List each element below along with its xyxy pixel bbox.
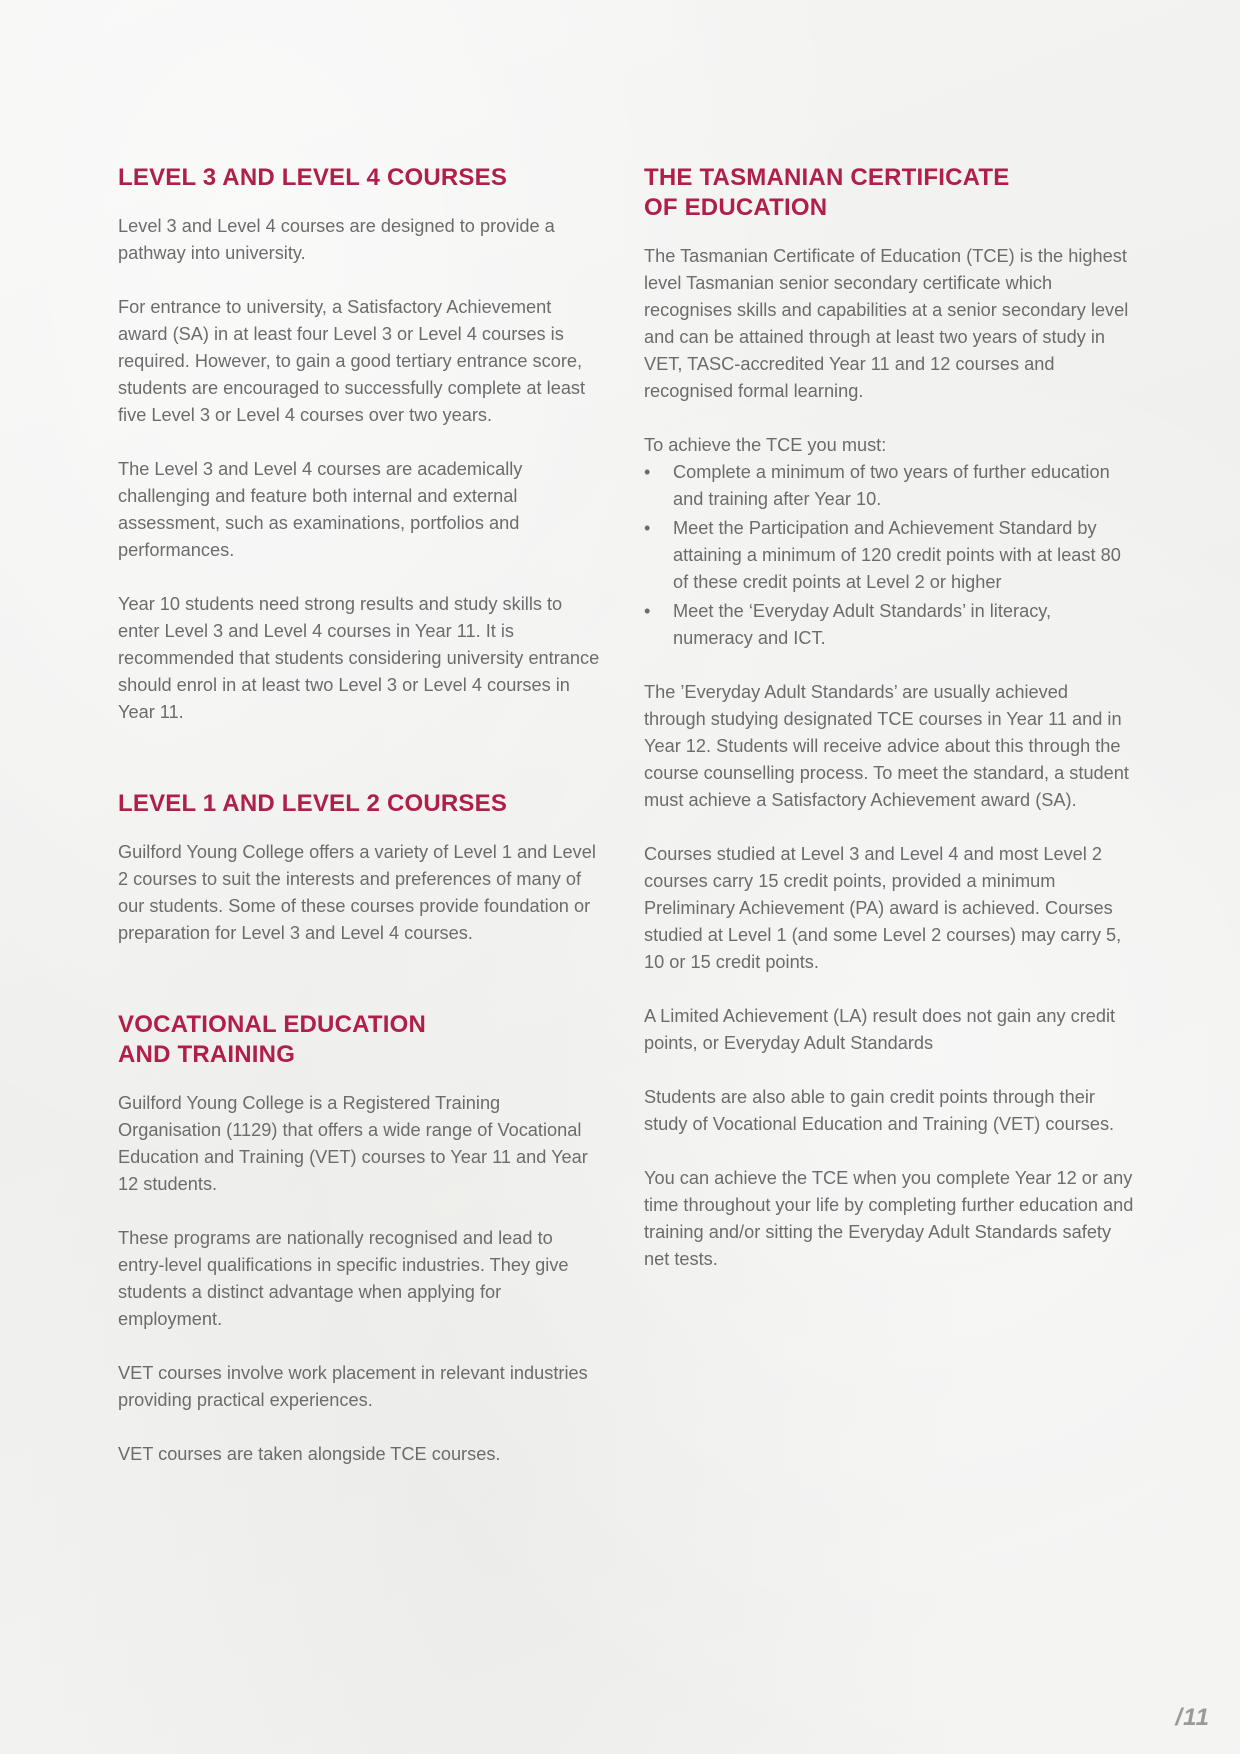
paragraph: Courses studied at Level 3 and Level 4 and most Level 2 courses carry 15 credit points, provided a minimum Preliminary Achievement (PA) award is achieved. Courses studied at Level 1 (and some Level 2 courses) may carry 5, 10 or 15 credit points. bbox=[644, 844, 1122, 972]
list-item-text: Meet the ‘Everyday Adult Standards’ in literacy, numeracy and ICT. bbox=[673, 601, 1052, 648]
list-item bbox=[644, 459, 1134, 513]
heading-level-3-4-courses: LEVEL 3 AND LEVEL 4 COURSES bbox=[118, 164, 508, 191]
requirements-lead-in: To achieve the TCE you must: bbox=[644, 435, 887, 455]
heading-level-1-2-courses: LEVEL 1 AND LEVEL 2 COURSES bbox=[118, 790, 508, 817]
paragraph: The Tasmanian Certificate of Education (TCE) is the highest level Tasmanian senior secondary certificate which recognises skills and capabilities at a senior secondary level and can be attained through at least two years of study in VET, TASC-accredited Year 11 and 12 courses and recognised formal learning. bbox=[644, 246, 1129, 401]
section-level-3-4-courses bbox=[118, 163, 602, 726]
paragraph: VET courses are taken alongside TCE courses. bbox=[118, 1444, 501, 1464]
paragraph: You can achieve the TCE when you complete Year 12 or any time throughout your life by completing further education and training and/or sitting the Everyday Adult Standards safety net tests. bbox=[644, 1168, 1134, 1269]
list-item bbox=[644, 515, 1134, 596]
paragraph: VET courses involve work placement in relevant industries providing practical experiences. bbox=[118, 1363, 588, 1410]
section-level-1-2-courses bbox=[118, 789, 602, 947]
bullet-icon: • bbox=[644, 601, 651, 621]
paragraph: Level 3 and Level 4 courses are designed to provide a pathway into university. bbox=[118, 216, 555, 263]
paragraph: Guilford Young College is a Registered Training Organisation (1129) that offers a wide range of Vocational Education and Training (VET) courses to Year 11 and Year 12 students. bbox=[118, 1093, 588, 1194]
section-spacer bbox=[118, 753, 602, 789]
left-column bbox=[118, 163, 602, 1495]
paragraph: The Level 3 and Level 4 courses are academically challenging and feature both internal and external assessment, such as examinations, portfolios and performances. bbox=[118, 459, 523, 560]
paragraph: These programs are nationally recognised and lead to entry-level qualifications in specific industries. They give students a distinct advantage when applying for employment. bbox=[118, 1228, 569, 1329]
heading-tce bbox=[644, 163, 1134, 223]
heading-vet bbox=[118, 1010, 602, 1070]
heading-line: THE TASMANIAN CERTIFICATE bbox=[644, 164, 1010, 191]
right-column bbox=[644, 163, 1134, 1300]
heading-line: OF EDUCATION bbox=[644, 194, 828, 221]
paragraph: Year 10 students need strong results and study skills to enter Level 3 and Level 4 courses in Year 11. It is recommended that students considering university entrance should enrol in at least two Level 3 or Level 4 courses in Year 11. bbox=[118, 594, 600, 722]
page-number: /11 bbox=[1175, 1704, 1210, 1731]
section-vet bbox=[118, 1010, 602, 1468]
paragraph: A Limited Achievement (LA) result does not gain any credit points, or Everyday Adult Standards bbox=[644, 1006, 1116, 1053]
requirements-list bbox=[644, 459, 1134, 652]
heading-line: AND TRAINING bbox=[118, 1041, 296, 1068]
bullet-icon: • bbox=[644, 462, 651, 482]
section-tce bbox=[644, 163, 1134, 1273]
bullet-icon: • bbox=[644, 518, 651, 538]
list-item-text: Complete a minimum of two years of further education and training after Year 10. bbox=[673, 462, 1110, 509]
paragraph: Guilford Young College offers a variety of Level 1 and Level 2 courses to suit the interests and preferences of many of our students. Some of these courses provide foundation or preparation for Level 3 and Level 4 courses. bbox=[118, 842, 596, 943]
section-spacer bbox=[118, 974, 602, 1010]
list-item-text: Meet the Participation and Achievement Standard by attaining a minimum of 120 credit points with at least 80 of these credit points at Level 2 or higher bbox=[673, 518, 1121, 592]
list-item bbox=[644, 598, 1134, 652]
paragraph: Students are also able to gain credit points through their study of Vocational Education and Training (VET) courses. bbox=[644, 1087, 1115, 1134]
paragraph: The ’Everyday Adult Standards’ are usually achieved through studying designated TCE courses in Year 11 and in Year 12. Students will receive advice about this through the course counselling process. To meet the standard, a student must achieve a Satisfactory Achievement award (SA). bbox=[644, 682, 1129, 810]
paragraph: For entrance to university, a Satisfactory Achievement award (SA) in at least four Level 3 or Level 4 courses is required. However, to gain a good tertiary entrance score, students are encouraged to successfully complete at least five Level 3 or Level 4 courses over two years. bbox=[118, 297, 586, 425]
heading-line: VOCATIONAL EDUCATION bbox=[118, 1011, 426, 1038]
